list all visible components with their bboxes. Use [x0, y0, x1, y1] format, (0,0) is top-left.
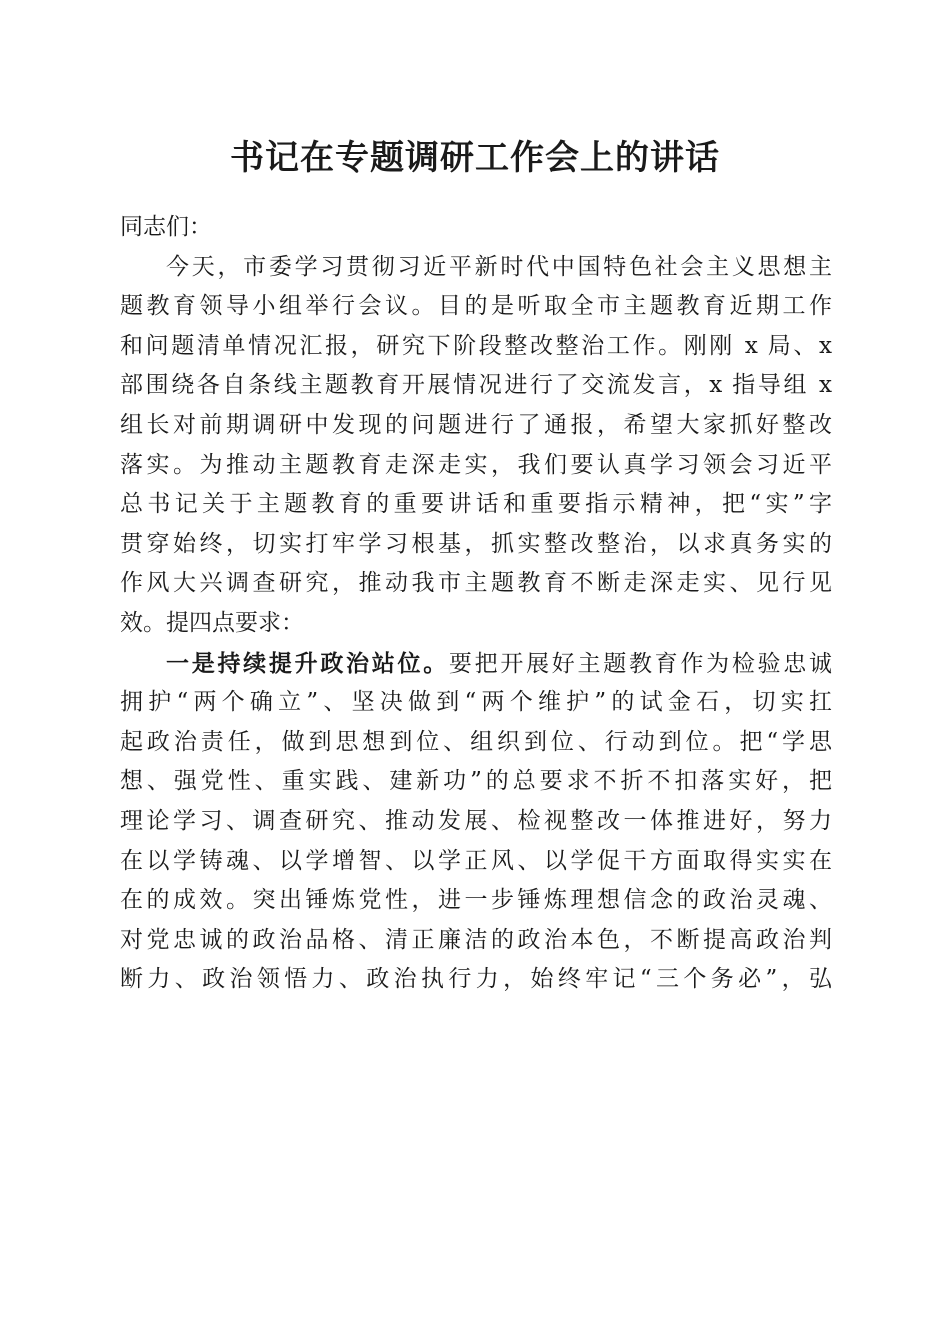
paragraph-2-line: 对党忠诚的政治品格、清正廉洁的政治本色，不断提高政治判 [120, 926, 832, 953]
paragraph-1-line: 题教育领导小组举行会议。目的是听取全市主题教育近期工作 [120, 293, 832, 320]
document-body [120, 208, 832, 1000]
paragraph-1-line: 今天，市委学习贯彻习近平新时代中国特色社会主义思想主 [166, 253, 832, 280]
paragraph-2-line: 理论学习、调查研究、推动发展、检视整改一体推进好，努力 [120, 807, 832, 834]
paragraph-1-line: 总书记关于主题教育的重要讲话和重要指示精神，把“实”字 [120, 491, 832, 518]
paragraph-2-line: 在的成效。突出锤炼党性，进一步锤炼理想信念的政治灵魂、 [120, 887, 832, 914]
paragraph-2-line: 断力、政治领悟力、政治执行力，始终牢记“三个务必”，弘 [120, 966, 832, 993]
paragraph-2-line: 起政治责任，做到思想到位、组织到位、行动到位。把“学思 [120, 728, 832, 755]
paragraph-2-line: 想、强党性、重实践、建新功”的总要求不折不扣落实好，把 [120, 768, 832, 795]
paragraph-2-first-rest: 要把开展好主题教育作为检验忠诚 [448, 650, 832, 677]
paragraph-1-line: 作风大兴调查研究，推动我市主题教育不断走深走实、见行见 [120, 570, 832, 597]
paragraph-1-line: 落实。为推动主题教育走深走实，我们要认真学习领会习近平 [120, 451, 832, 478]
paragraph-1-line: 贯穿始终，切实打牢学习根基，抓实整改整治，以求真务实的 [120, 530, 832, 557]
paragraph-2-line: 在以学铸魂、以学增智、以学正风、以学促干方面取得实实在 [120, 847, 832, 874]
paragraph-1-line: 效。提四点要求： [120, 609, 304, 636]
paragraph-2-first-line [120, 644, 832, 684]
paragraph-1-line: 和问题清单情况汇报，研究下阶段整改整治工作。刚刚 x 局、x [120, 332, 832, 359]
salutation: 同志们： [120, 214, 212, 240]
paragraph-2-line: 拥护“两个确立”、坚决做到“两个维护”的试金石，切实扛 [120, 689, 832, 716]
paragraph-2-lead: 一是持续提升政治站位。 [166, 649, 449, 677]
paragraph-1-line: 组长对前期调研中发现的问题进行了通报，希望大家抓好整改 [120, 411, 832, 438]
paragraph-1-line: 部围绕各自条线主题教育开展情况进行了交流发言，x 指导组 x [120, 372, 832, 399]
document-title: 书记在专题调研工作会上的讲话 [230, 138, 720, 178]
